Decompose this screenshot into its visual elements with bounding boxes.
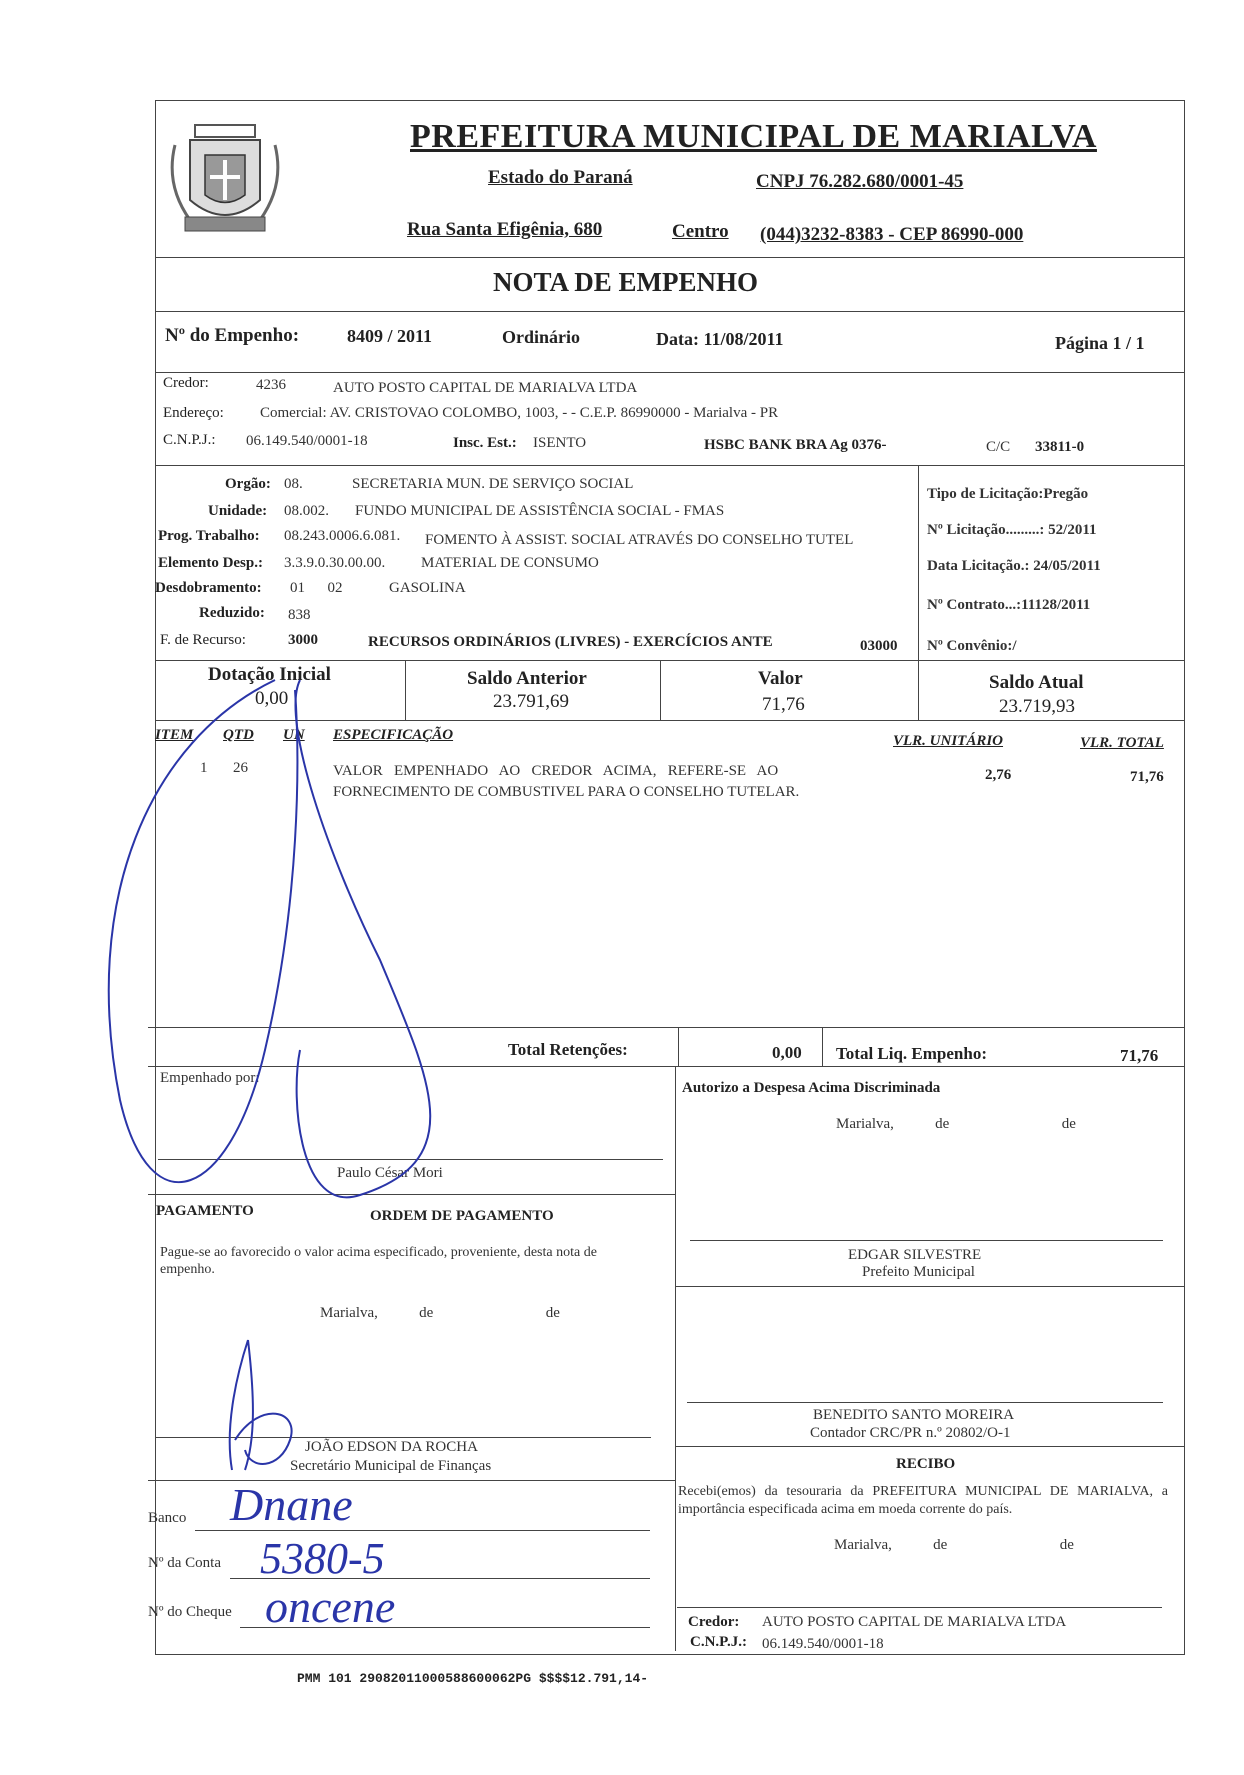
orgao-code: 08. (284, 476, 303, 492)
contrato-numero: Nº Contrato...:11128/2011 (927, 597, 1091, 613)
pagamento-label: PAGAMENTO (156, 1203, 254, 1219)
empenho-type: Ordinário (502, 327, 581, 347)
retencoes-value: 0,00 (772, 1043, 802, 1062)
retencoes-label: Total Retenções: (508, 1040, 628, 1059)
street-address: Rua Santa Efigênia, 680 (407, 219, 603, 240)
insc-label: Insc. Est.: (453, 435, 517, 451)
conta-handwritten: 5380-5 (260, 1534, 385, 1583)
pague-text: Pague-se ao favorecido o valor acima especificado, proveniente, desta nota de empenho. (160, 1245, 597, 1277)
row-unit-value: 2,76 (985, 767, 1012, 783)
licitacao-tipo: Tipo de Licitação:Pregão (927, 486, 1089, 502)
municipality-title: PREFEITURA MUNICIPAL DE MARIALVA (410, 118, 1097, 155)
address-value: Comercial: AV. CRISTOVAO COLOMBO, 1003, - - C.E.P. 86990000 - Marialva - PR (260, 405, 779, 421)
prefeito-title: Prefeito Municipal (862, 1264, 975, 1280)
bank-info: HSBC BANK BRA Ag 0376- (704, 437, 887, 453)
cc-label: C/C (986, 439, 1011, 455)
address-label: Endereço: (163, 405, 224, 421)
saldo-atual-value: 23.719,93 (999, 696, 1075, 717)
row-spec-line1: VALOR EMPENHADO AO CREDOR ACIMA, REFERE-SE AO (333, 763, 779, 779)
cheque-handwritten: oncene (265, 1581, 396, 1632)
empenho-number: 8409 / 2011 (347, 326, 433, 346)
secretario-title: Secretário Municipal de Finanças (290, 1458, 492, 1474)
saldo-anterior-label: Saldo Anterior (467, 668, 587, 689)
saldo-anterior-value: 23.791,69 (493, 691, 569, 712)
col-un: UN (283, 727, 305, 743)
liquido-value: 71,76 (1120, 1046, 1159, 1065)
empenhado-label: Empenhado por: (160, 1070, 260, 1086)
prog-code: 08.243.0006.6.081. (284, 528, 401, 544)
empenho-number-label: Nº do Empenho: (165, 325, 300, 346)
footer-code: PMM 101 29082011000588600062PG $$$$12.791,14- (297, 1671, 649, 1686)
elem-name: MATERIAL DE CONSUMO (421, 555, 599, 571)
desd-label: Desdobramento: (155, 580, 262, 596)
autorizo-text: Autorizo a Despesa Acima Discriminada (682, 1080, 941, 1096)
reduzido-value: 838 (288, 607, 311, 623)
valor-value: 71,76 (762, 694, 805, 715)
col-item: ITEM (155, 727, 194, 743)
recibo-credor-value: AUTO POSTO CAPITAL DE MARIALVA LTDA (762, 1614, 1067, 1630)
cheque-label: Nº do Cheque (148, 1604, 232, 1620)
banco-label: Banco (148, 1510, 187, 1526)
dotacao-label: Dotação Inicial (208, 664, 331, 685)
ordem-pagamento-title: ORDEM DE PAGAMENTO (370, 1208, 554, 1224)
col-spec: ESPECIFICAÇÃO (333, 727, 454, 743)
pagamento-city-date: Marialva, de de (320, 1305, 560, 1321)
dotacao-value: 0,00 (255, 688, 289, 709)
empenhado-name: Paulo César Mori (337, 1165, 443, 1181)
recurso-name: RECURSOS ORDINÁRIOS (LIVRES) - EXERCÍCIOS ANTE (368, 634, 773, 650)
contador-name: BENEDITO SANTO MOREIRA (813, 1407, 1015, 1423)
autorizo-city-date: Marialva, de de (836, 1116, 1076, 1132)
recurso-code: 3000 (288, 632, 318, 648)
recurso-number: 03000 (860, 638, 898, 654)
elem-code: 3.3.9.0.30.00.00. (284, 555, 386, 571)
recibo-city-date: Marialva, de de (834, 1537, 1074, 1553)
prog-name: FOMENTO À ASSIST. SOCIAL ATRAVÉS DO CONSELHO TUTEL (425, 532, 854, 548)
prog-label: Prog. Trabalho: (158, 528, 260, 544)
unidade-label: Unidade: (208, 503, 268, 519)
desd-code: 01 02 (290, 580, 343, 596)
col-qtd: QTD (223, 727, 254, 743)
empenho-date: Data: 11/08/2011 (656, 329, 784, 349)
cnpj-label: C.N.P.J.: (163, 432, 216, 448)
cnpj-value: 06.149.540/0001-18 (246, 433, 368, 449)
document-title: NOTA DE EMPENHO (493, 267, 759, 297)
valor-label: Valor (758, 668, 803, 689)
col-total-value: VLR. TOTAL (1080, 735, 1164, 751)
credor-code: 4236 (256, 377, 286, 393)
insc-value: ISENTO (533, 435, 587, 451)
elem-label: Elemento Desp.: (158, 555, 263, 571)
unidade-code: 08.002. (284, 503, 329, 519)
secretario-name: JOÃO EDSON DA ROCHA (305, 1439, 478, 1455)
credor-label: Credor: (163, 375, 209, 391)
banco-handwritten: Dnane (230, 1479, 353, 1530)
recibo-title: RECIBO (896, 1456, 956, 1472)
licitacao-numero: Nº Licitação.........: 52/2011 (927, 522, 1097, 538)
licitacao-data: Data Licitação.: 24/05/2011 (927, 558, 1101, 574)
convenio-numero: Nº Convênio:/ (927, 638, 1017, 654)
desd-name: GASOLINA (389, 580, 466, 596)
page-number: Página 1 / 1 (1055, 333, 1145, 353)
phone-cep: (044)3232-8383 - CEP 86990-000 (760, 224, 1024, 245)
district: Centro (672, 221, 729, 242)
prefeito-name: EDGAR SILVESTRE (848, 1247, 982, 1263)
orgao-name: SECRETARIA MUN. DE SERVIÇO SOCIAL (352, 476, 634, 492)
credor-name: AUTO POSTO CAPITAL DE MARIALVA LTDA (333, 380, 638, 396)
recibo-cnpj-value: 06.149.540/0001-18 (762, 1636, 884, 1652)
orgao-label: Orgão: (225, 476, 271, 492)
liquido-label: Total Liq. Empenho: (836, 1044, 987, 1063)
municipality-cnpj: CNPJ 76.282.680/0001-45 (756, 171, 964, 192)
saldo-atual-label: Saldo Atual (989, 672, 1084, 693)
conta-label: Nº da Conta (148, 1555, 221, 1571)
row-spec-line2: FORNECIMENTO DE COMBUSTIVEL PARA O CONSELHO TUTELAR. (333, 784, 800, 800)
recibo-credor-label: Credor: (688, 1614, 740, 1630)
cc-value: 33811-0 (1035, 439, 1085, 455)
recurso-label: F. de Recurso: (160, 632, 246, 648)
row-total-value: 71,76 (1130, 769, 1164, 785)
row-item: 1 (200, 760, 208, 776)
state-name: Estado do Paraná (488, 167, 633, 188)
contador-title: Contador CRC/PR n.º 20802/O-1 (810, 1425, 1011, 1441)
row-qtd: 26 (233, 760, 248, 776)
reduzido-label: Reduzido: (199, 605, 265, 621)
recibo-cnpj-label: C.N.P.J.: (690, 1634, 747, 1650)
recibo-text: Recebi(emos) da tesouraria da PREFEITURA MUNICIPAL DE MARIALVA, a importância especificada acima em moeda corrente do país. (678, 1484, 1168, 1517)
unidade-name: FUNDO MUNICIPAL DE ASSISTÊNCIA SOCIAL - FMAS (355, 503, 725, 519)
col-unit-value: VLR. UNITÁRIO (893, 733, 1004, 749)
